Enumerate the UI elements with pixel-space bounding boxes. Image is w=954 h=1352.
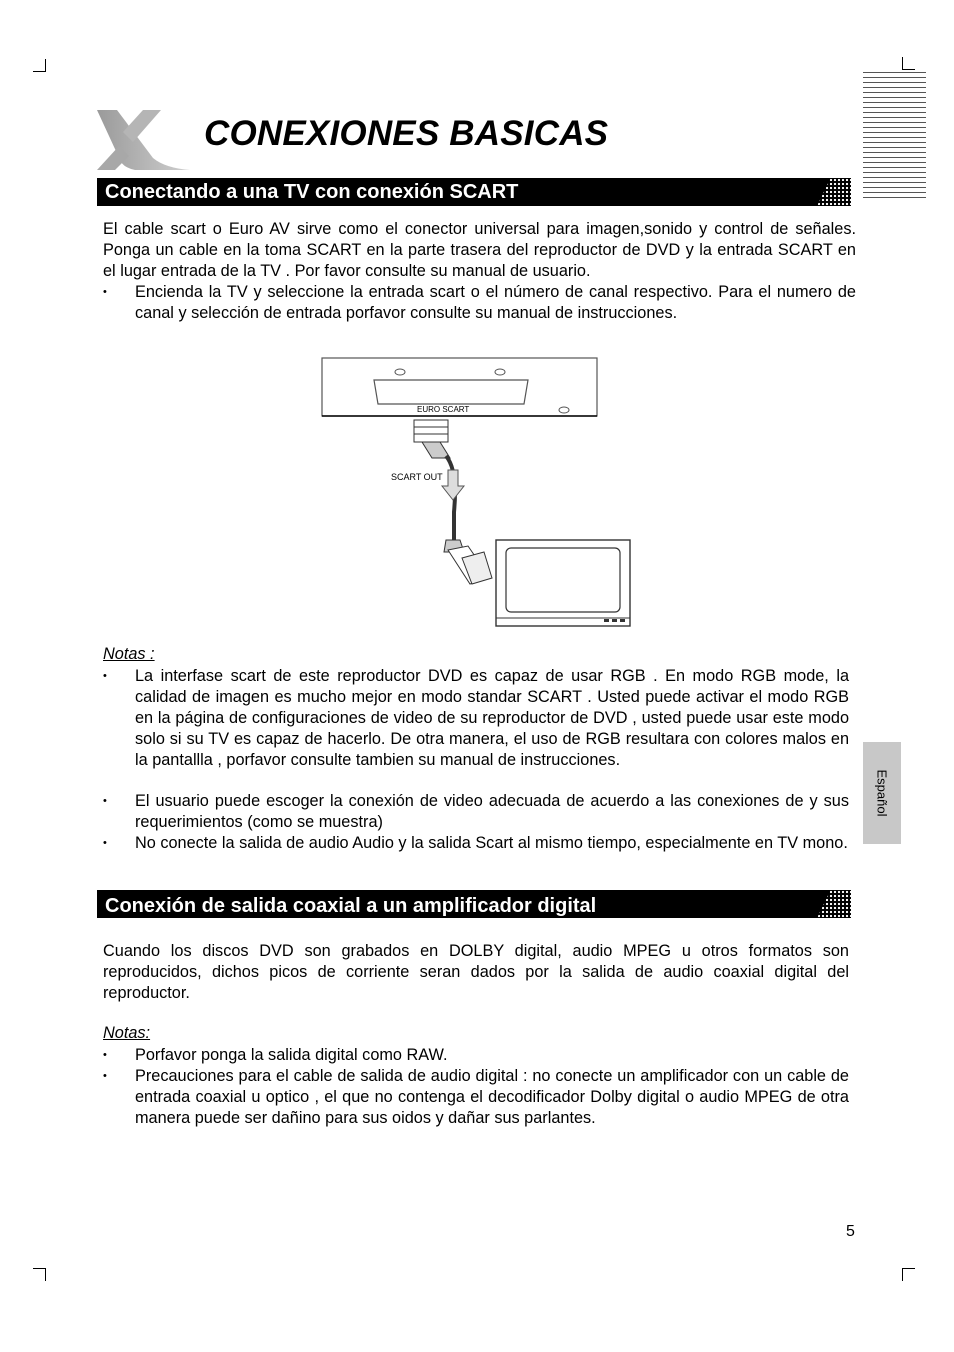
section-header-coaxial (97, 890, 851, 918)
page-title: CONEXIONES BASICAS (204, 114, 609, 153)
section-heading: Conexión de salida coaxial a un amplificador digital (105, 895, 597, 917)
crop-mark-top-right (902, 57, 915, 70)
scart-connection-diagram (318, 352, 638, 637)
page-number: 5 (846, 1223, 855, 1240)
intro-paragraph: Cuando los discos DVD son grabados en DOLBY digital, audio MPEG u otros formatos son reproducidos, dichos picos de corriente seran dados por la salida de audio coaxial digital del reproductor. (103, 942, 849, 1002)
section-heading: Conectando a una TV con conexión SCART (105, 181, 519, 203)
dot-pattern (817, 890, 851, 918)
language-label: Español (874, 769, 890, 817)
bullet-icon (103, 833, 123, 856)
bullet-icon (103, 1066, 123, 1089)
section-header-scart (97, 178, 851, 206)
notes-label: Notas: (103, 1024, 151, 1042)
bullet-icon (103, 1045, 123, 1068)
dot-pattern (817, 178, 851, 206)
cable-label: SCART OUT (391, 472, 443, 482)
bullet-icon (103, 666, 123, 689)
crop-mark-bottom-left (33, 1268, 46, 1281)
bullet-icon (103, 791, 123, 814)
stripe-decoration (863, 72, 926, 200)
panel-label: EURO SCART (417, 405, 470, 414)
bullet-icon (103, 282, 123, 305)
brand-logo-icon (95, 106, 195, 172)
crop-mark-top-left (33, 59, 46, 72)
intro-paragraph: El cable scart o Euro AV sirve como el conector universal para imagen,sonido y control de señales. Ponga un cable en la toma SCART en la parte trasera del reproductor de DVD y la entrada SCART en el lugar entrada de la TV . Por favor consulte su manual de usuario. (103, 220, 856, 280)
language-tab (863, 742, 901, 844)
notes-label: Notas : (103, 645, 155, 663)
crop-mark-bottom-right (902, 1268, 915, 1281)
